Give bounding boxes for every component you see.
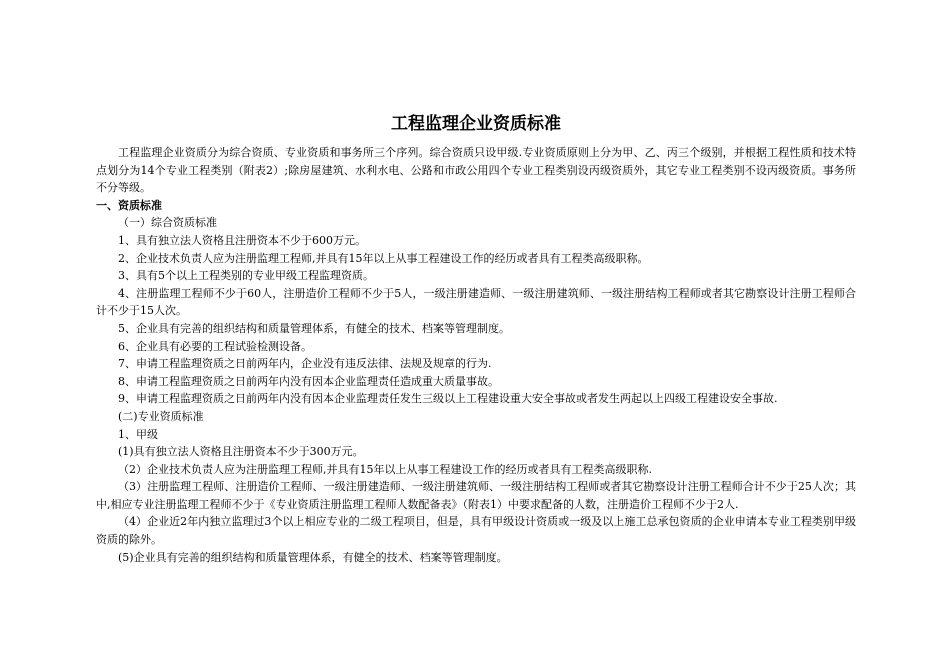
list-item: 2、企业技术负责人应为注册监理工程师,并具有15年以上从事工程建设工作的经历或者具有工程类高级职称。 xyxy=(118,251,649,265)
document-title: 工程监理企业资质标准 xyxy=(391,114,561,134)
grade-heading: 1、甲级 xyxy=(118,427,158,441)
list-item: （2）企业技术负责人应为注册监理工程师,并具有15年以上从事工程建设工作的经历或者具有工程类高级职称. xyxy=(118,462,652,476)
subsection-heading-comprehensive: （一）综合资质标准 xyxy=(118,216,217,230)
list-item: 3、具有5个以上工程类别的专业甲级工程监理资质。 xyxy=(118,269,374,283)
document-body xyxy=(96,112,856,566)
list-item: 8、申请工程监理资质之日前两年内没有因本企业监理责任造成重大质量事故。 xyxy=(118,374,499,388)
list-item: （4）企业近2年内独立监理过3个以上相应专业的二级工程项目，但是，具有甲级设计资质或一级及以上施工总承包资质的企业申请本专业工程类别甲级资质的除外。 xyxy=(96,515,856,547)
list-item: (1)具有独立法人资格且注册资本不少于300万元。 xyxy=(118,445,364,459)
intro-paragraph: 工程监理企业资质分为综合资质、专业资质和事务所三个序列。综合资质只设甲级.专业资质原则上分为甲、乙、丙三个级别，并根据工程性质和技术特点划分为14个专业工程类别（附表2）;除房屋建筑、水利水电、公路和市政公用四个专业工程类别设丙级资质外，其它专业工程类别不设丙级资质。事务所不分等级。 xyxy=(96,146,856,195)
list-item: 4、注册监理工程师不少于60人，注册造价工程师不少于5人，一级注册建造师、一级注册建筑师、一级注册结构工程师或者其它勘察设计注册工程师合计不少于15人次。 xyxy=(96,286,856,318)
section-heading: 一、资质标准 xyxy=(96,198,162,212)
list-item: 1、具有独立法人资格且注册资本不少于600万元。 xyxy=(118,233,366,247)
list-item: 9、申请工程监理资质之日前两年内没有因本企业监理责任发生三级以上工程建设重大安全事故或者发生两起以上四级工程建设安全事故. xyxy=(118,392,778,406)
list-item: 6、企业具有必要的工程试验检测设备。 xyxy=(118,339,312,353)
list-item: 5、企业具有完善的组织结构和质量管理体系，有健全的技术、档案等管理制度。 xyxy=(118,321,510,335)
list-item: 7、申请工程监理资质之日前两年内，企业没有违反法律、法规及规章的行为. xyxy=(118,357,492,371)
list-item: （3）注册监理工程师、注册造价工程师、一级注册建造师、一级注册建筑师、一级注册结构工程师或者其它勘察设计注册工程师合计不少于25人次；其中,相应专业注册监理工程师不少于《专业资质注册监理工程师人数配备表》（附表1）中要求配备的人数，注册造价工程师不少于2人. xyxy=(96,480,856,511)
subsection-heading-professional: (二)专业资质标准 xyxy=(118,409,204,423)
list-item: (5)企业具有完善的组织结构和质量管理体系，有健全的技术、档案等管理制度。 xyxy=(118,550,508,564)
